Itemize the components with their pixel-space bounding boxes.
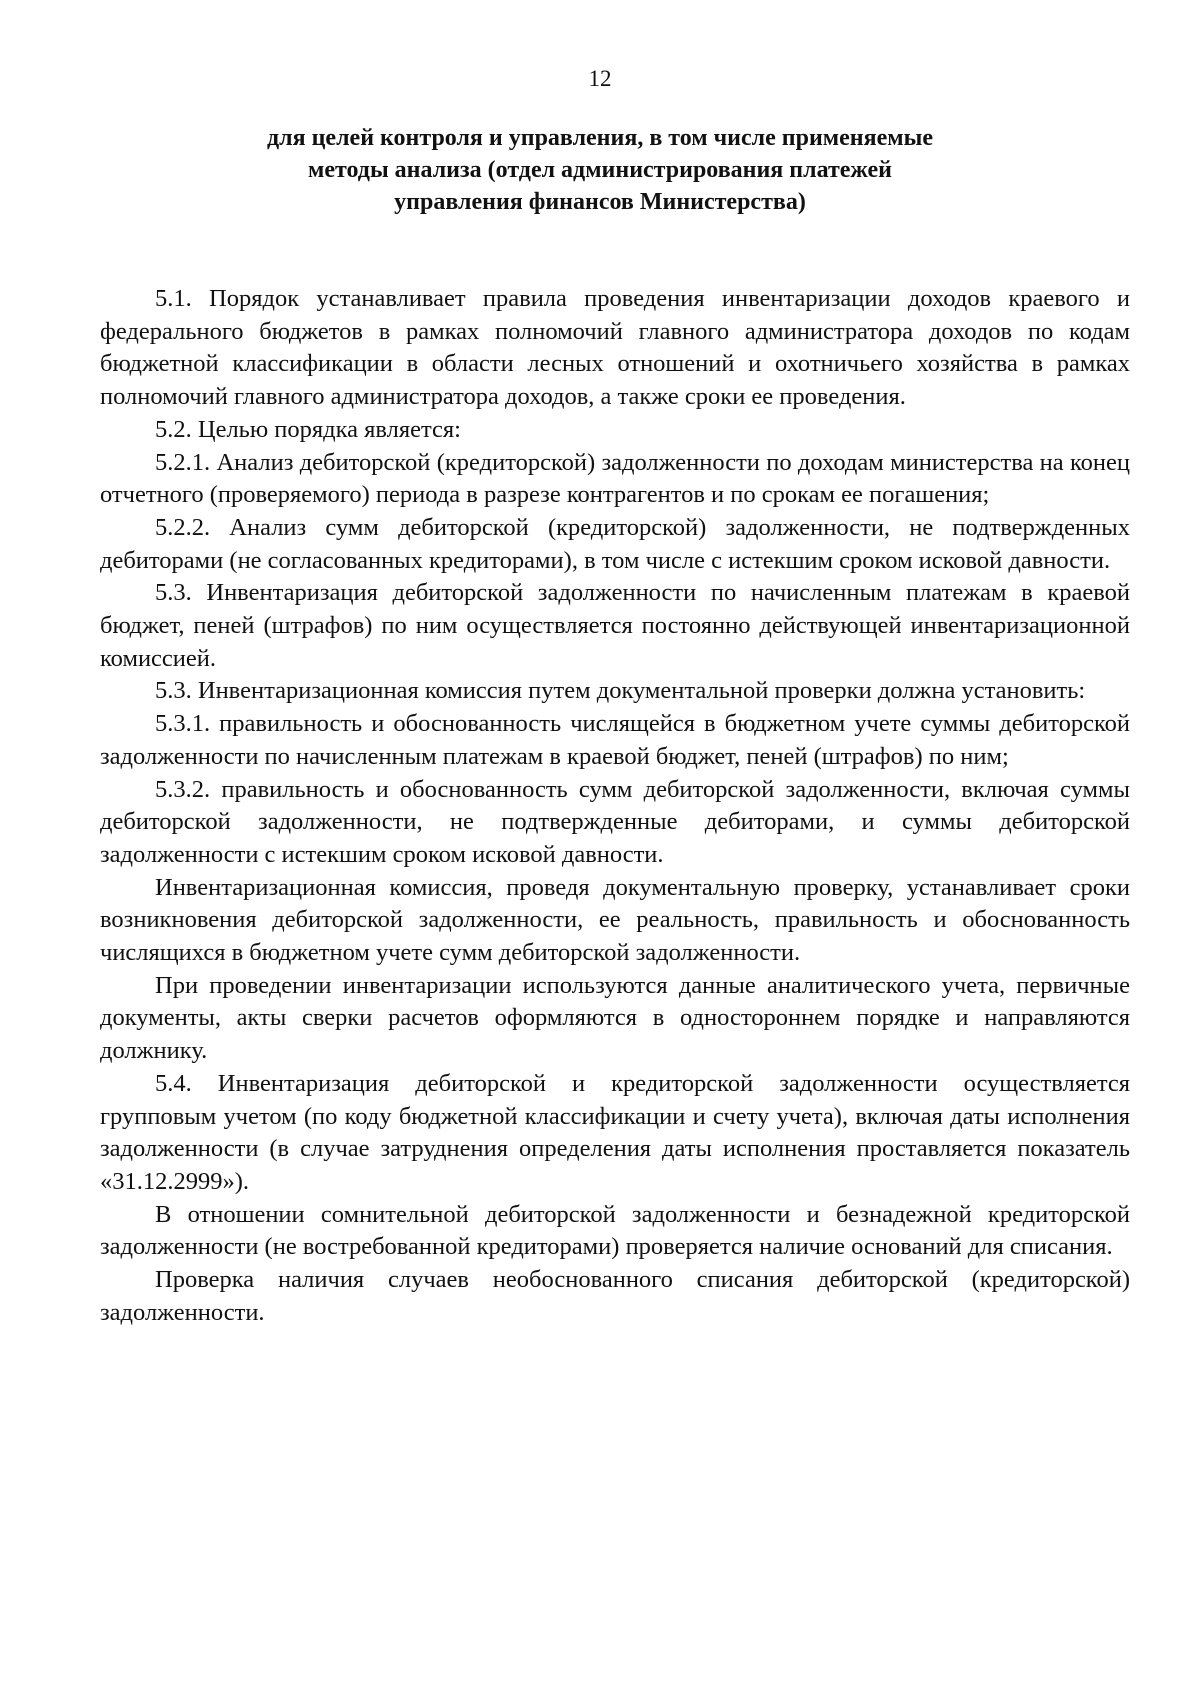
heading-line-2: методы анализа (отдел администрирования платежей xyxy=(308,157,892,183)
page-number: 12 xyxy=(588,66,612,91)
paragraph-5-3-1: 5.3.1. правильность и обоснованность числящейся в бюджетном учете суммы дебиторской задолженности по начисленным платежам в краевой бюджет, пеней (штрафов) по ним; xyxy=(100,710,1130,770)
paragraph-data-used: При проведении инвентаризации используются данные аналитического учета, первичные документы, акты сверки расчетов оформляются в одностороннем порядке и направляются должнику. xyxy=(100,971,1130,1065)
paragraph-5-2: 5.2. Целью порядка является: xyxy=(155,415,461,443)
paragraph-doubtful-debt: В отношении сомнительной дебиторской задолженности и безнадежной кредиторской задолженности (не востребованной кредиторами) проверяется наличие оснований для списания. xyxy=(100,1200,1130,1261)
document-body xyxy=(100,283,1130,1330)
paragraph-5-4: 5.4. Инвентаризация дебиторской и кредиторской задолженности осуществляется групповым учетом (по коду бюджетной классификации и счету учета), включая даты исполнения задолженности (в случае затруднения определения даты исполнения проставляется показатель «31.12.2999»). xyxy=(100,1069,1130,1195)
paragraph-commission-check: Инвентаризационная комиссия, проведя документальную проверку, устанавливает сроки возникновения дебиторской задолженности, ее реальность, правильность и обоснованность числящихся в бюджетном учете сумм дебиторской задолженности. xyxy=(100,873,1130,967)
paragraph-5-2-1: 5.2.1. Анализ дебиторской (кредиторской) задолженности по доходам министерства на конец отчетного (проверяемого) периода в разрезе контрагентов и по срокам ее погашения; xyxy=(100,448,1130,509)
heading-line-1: для целей контроля и управления, в том числе применяемые xyxy=(267,125,933,151)
paragraph-5-2-2: 5.2.2. Анализ сумм дебиторской (кредиторской) задолженности, не подтвержденных дебиторами (не согласованных кредиторами), в том числе с истекшим сроком исковой давности. xyxy=(100,513,1130,574)
paragraph-5-3-commission: 5.3. Инвентаризационная комиссия путем документальной проверки должна установить: xyxy=(155,677,1086,705)
section-heading xyxy=(100,122,1100,218)
paragraph-5-3-2: 5.3.2. правильность и обоснованность сумм дебиторской задолженности, включая суммы дебиторской задолженности, не подтвержденные дебиторами, и суммы дебиторской задолженности с истекшим сроком исковой давности. xyxy=(100,775,1130,868)
paragraph-5-1: 5.1. Порядок устанавливает правила проведения инвентаризации доходов краевого и федерального бюджетов в рамках полномочий главного администратора доходов по кодам бюджетной классификации в области лесных отношений и охотничьего хозяйства в рамках полномочий главного администратора доходов, а также сроки ее проведения. xyxy=(100,285,1130,411)
paragraph-5-3-inventory: 5.3. Инвентаризация дебиторской задолженности по начисленным платежам в краевой бюджет, пеней (штрафов) по ним осуществляется постоянно действующей инвентаризационной комиссией. xyxy=(100,579,1130,672)
paragraph-unjustified-writeoff: Проверка наличия случаев необоснованного списания дебиторской (кредиторской) задолженности. xyxy=(100,1266,1130,1326)
heading-line-3: управления финансов Министерства) xyxy=(394,189,806,215)
